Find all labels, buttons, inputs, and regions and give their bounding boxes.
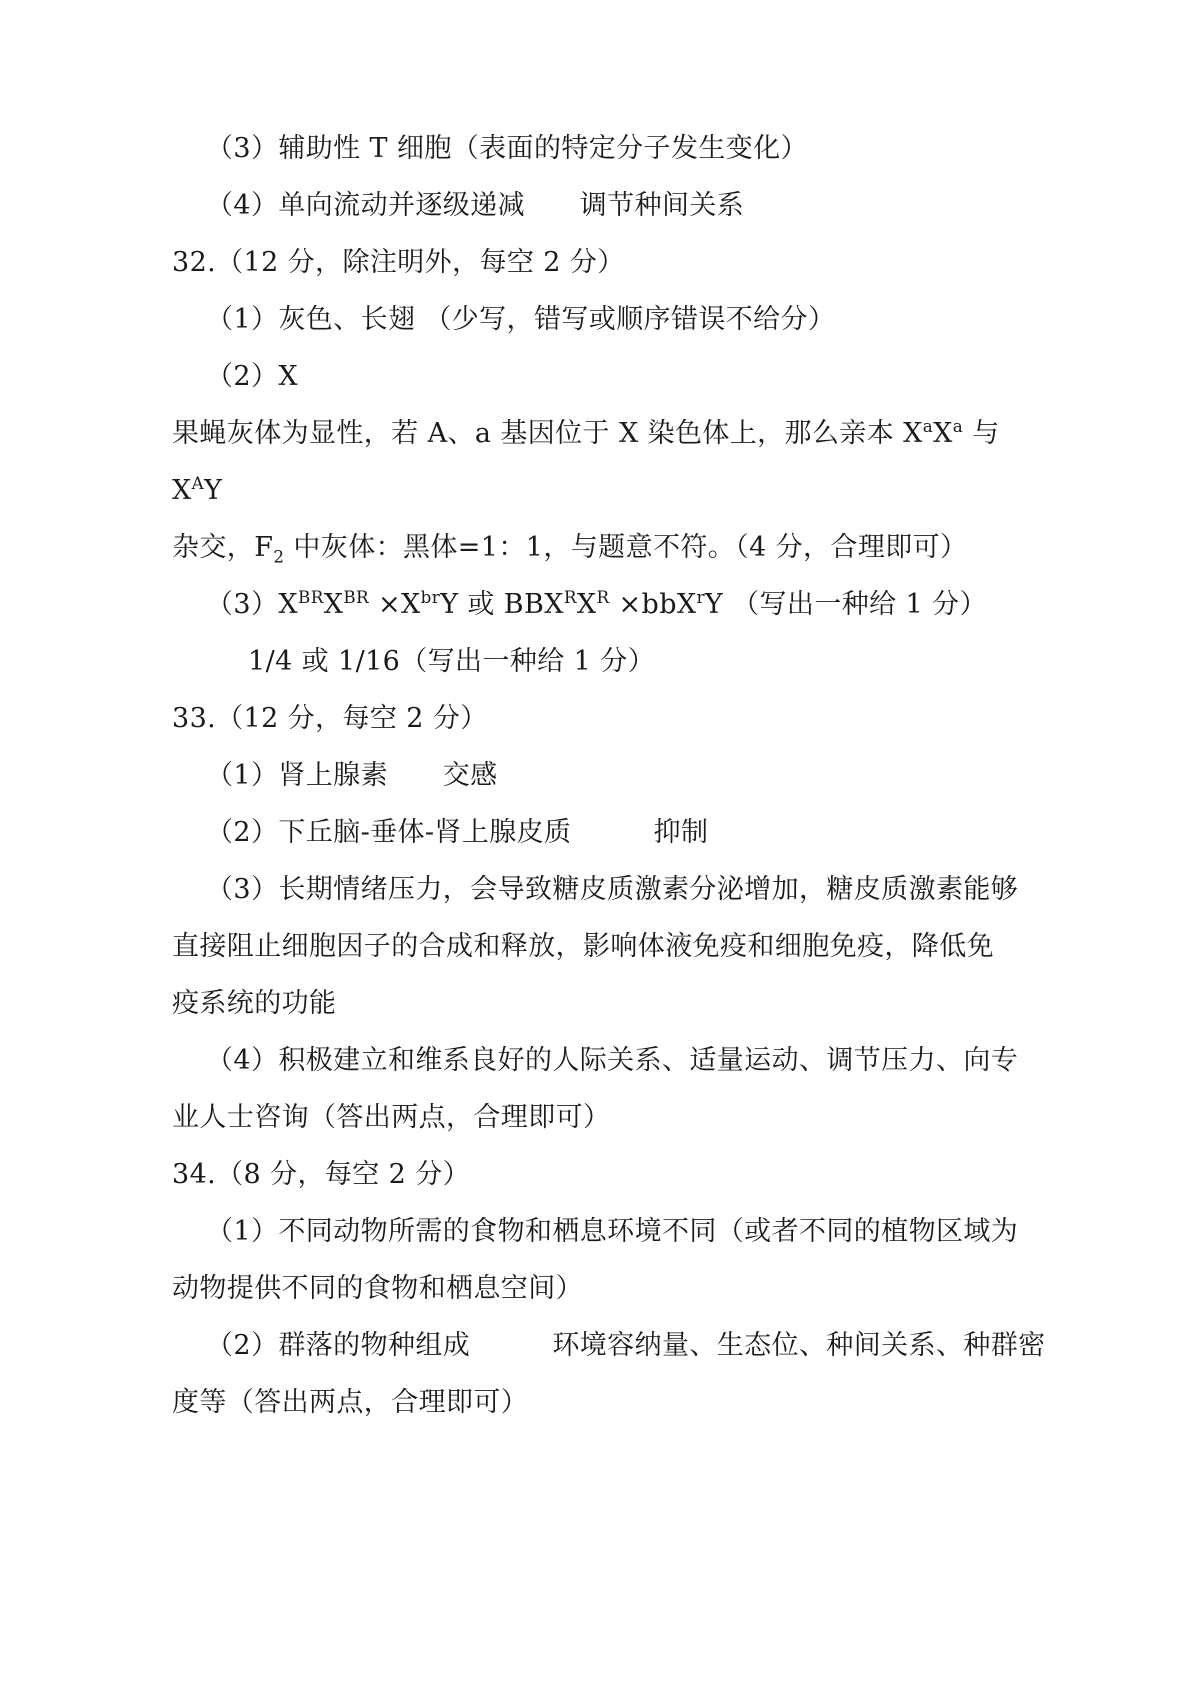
question-heading-34: 34.（8 分，每空 2 分） — [172, 1159, 471, 1190]
answer-line-q33-2: （2）下丘脑-垂体-肾上腺皮质 抑制 — [206, 817, 709, 848]
answer-line-q34-2a: （2）群落的物种组成 环境容纳量、生态位、种间关系、种群密 — [206, 1330, 1046, 1361]
explanation-line-q32-2b: 杂交，$F_2$ 中灰体：黑体=1：1，与题意不符。（4 分，合理即可） — [172, 532, 968, 567]
answer-key-body — [172, 120, 1052, 1431]
answer-line-q32-2: （2）X — [206, 361, 298, 392]
answer-line-q31-4: （4）单向流动并逐级递减 调节种间关系 — [206, 190, 745, 221]
explanation-line-q34-2b: 度等（答出两点，合理即可） — [172, 1387, 529, 1418]
answer-line-q32-3b: 1/4 或 1/16（写出一种给 1 分） — [248, 646, 655, 677]
answer-line-q32-3: $(3)X^{BR}X^{BR} \times X^{br}Y$ 或 $BBX^RX^R \times bbX^rY$ （写出一种给 1 分） — [206, 587, 987, 620]
answer-line-q31-3: （3）辅助性 T 细胞（表面的特定分子发生变化） — [206, 133, 808, 164]
explanation-line-q32-2a: 果蝇灰体为显性，若 A、a 基因位于 X 染色体上，那么亲本 $X^aX^a$ 与 $X^AY$ — [172, 416, 1009, 506]
explanation-line-q34-1b: 动物提供不同的食物和栖息空间） — [172, 1273, 583, 1304]
explanation-line-q33-4b: 业人士咨询（答出两点，合理即可） — [172, 1102, 611, 1133]
question-heading-32: 32.（12 分，除注明外，每空 2 分） — [172, 247, 625, 278]
explanation-line-q33-3c: 疫系统的功能 — [172, 988, 337, 1019]
answer-line-q33-1: （1）肾上腺素 交感 — [206, 760, 498, 791]
answer-line-q34-1a: （1）不同动物所需的食物和栖息环境不同（或者不同的植物区域为 — [206, 1216, 1019, 1247]
answer-line-q33-4a: （4）积极建立和维系良好的人际关系、适量运动、调节压力、向专 — [206, 1045, 1019, 1076]
question-heading-33: 33.（12 分，每空 2 分） — [172, 703, 488, 734]
explanation-line-q33-3b: 直接阻止细胞因子的合成和释放，影响体液免疫和细胞免疫，降低免 — [172, 931, 994, 962]
answer-line-q32-1: （1）灰色、长翅 （少写，错写或顺序错误不给分） — [206, 304, 836, 335]
answer-line-q33-3a: （3）长期情绪压力，会导致糖皮质激素分泌增加，糖皮质激素能够 — [206, 874, 1019, 905]
